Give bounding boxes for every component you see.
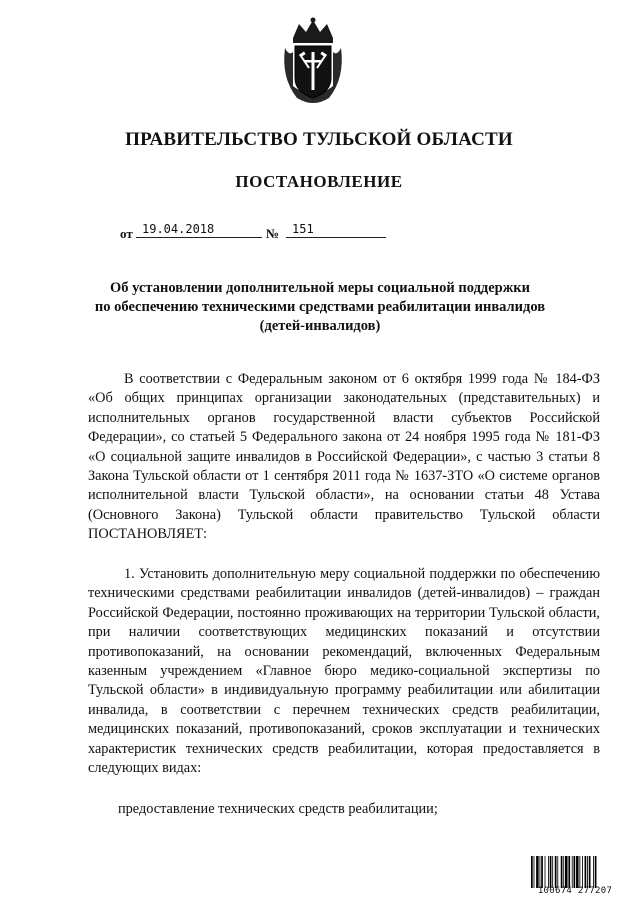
preamble-paragraph xyxy=(88,370,600,545)
list-item-paragraph xyxy=(88,800,600,819)
subject-line: Об установлении дополнительной меры социальной поддержки xyxy=(110,280,530,296)
government-title: ПРАВИТЕЛЬСТВО ТУЛЬСКОЙ ОБЛАСТИ xyxy=(125,129,513,150)
barcode-number: 100674 277207 xyxy=(537,886,613,896)
tula-coat-of-arms-icon xyxy=(279,16,347,108)
subject-line: по обеспечению техническими средствами реабилитации инвалидов xyxy=(94,299,546,315)
document-type: ПОСТАНОВЛЕНИЕ xyxy=(235,172,403,191)
date-prefix: от xyxy=(120,226,133,241)
paragraph-text: В соответствии с Федеральным законом от 6 октября 1999 года № 184-ФЗ «Об общих принципах организации законодательных (представительных) и исполнительных органов государственной власти субъектов Российской Федерации», со статьей 5 Федерального закона от 24 ноября 1995 года № 181-ФЗ «О социальной защите инвалидов в Российской Федерации», с частью 3 статьи 8 Закона Тульской области от 1 сентября 2011 года № 1637-ЗТО «О системе органов исполнительной власти Тульской области», на основании статьи 48 Устава (Основного Закона) Тульской области правительство Тульской области ПОСТАНОВЛЯЕТ: xyxy=(88,371,600,543)
clause-1-paragraph xyxy=(88,565,600,778)
document-number: 151 xyxy=(286,222,386,238)
paragraph-text: предоставление технических средств реабилитации; xyxy=(118,801,438,817)
paragraph-text: 1. Установить дополнительную меру социальной поддержки по обеспечению техническими средствами реабилитации инвалидов (детей-инвалидов) – граждан Российской Федерации, постоянно проживающих на территории Тульской области, при наличии соответствующих медицинских показаний и отсутствии противопоказаний, на основании рекомендаций, включенных Федеральным казенным учреждением «Главное бюро медико-социальной экспертизы по Тульской области» в индивидуальную программу реабилитации или абилитации инвалида, в соответствии с перечнем технических средств реабилитации, медицинских показаний, противопоказаний, сроков эксплуатации и технических характеристик технических средств реабилитации, которая предоставляется в следующих видах: xyxy=(88,566,600,777)
barcode-icon xyxy=(530,856,620,888)
document-date: 19.04.2018 xyxy=(136,222,262,238)
subject-line: (детей-инвалидов) xyxy=(259,318,381,334)
document-subject xyxy=(90,279,550,336)
number-prefix: № xyxy=(266,226,280,241)
